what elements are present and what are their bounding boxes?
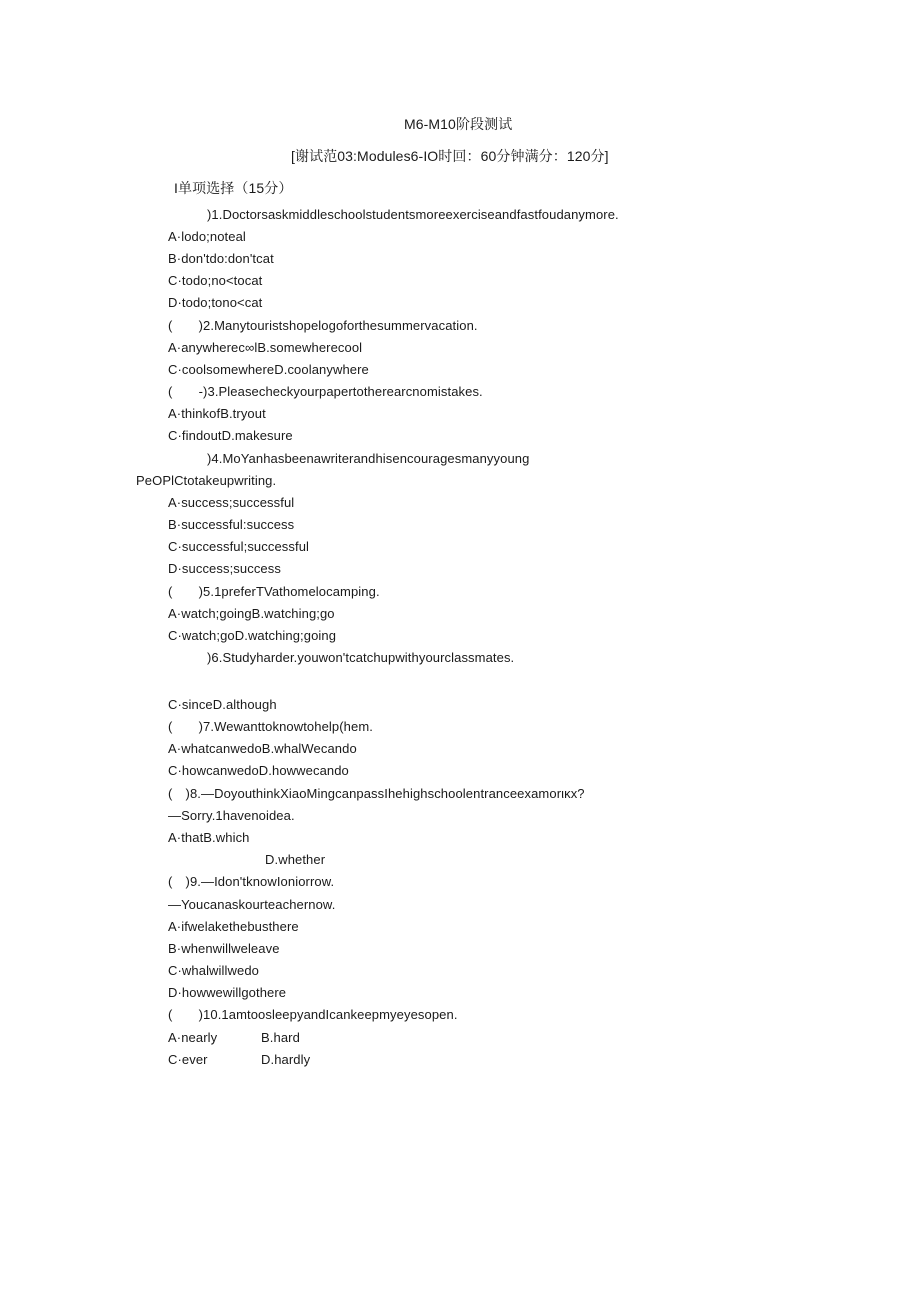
question-line: ( )5.1preferTVathomelocamping. [168, 584, 380, 599]
option-line: A·lodo;noteal [168, 229, 246, 244]
question-line: ( )2.Manytouristshopelogoforthesummervacation. [168, 318, 478, 333]
question-line: )6.Studyharder.youwon'tcatchupwithyourclassmates. [207, 650, 515, 665]
option-line: C·whalwillwedo [168, 963, 259, 978]
page-subtitle: [谢试范03:Modules6-IO时回：60分钟满分：120分] [291, 148, 609, 164]
option-line: A·thatB.which [168, 830, 250, 845]
option-line: C·findoutD.makesure [168, 428, 293, 443]
option-line: B·whenwillweleave [168, 941, 280, 956]
question-line: ( )7.Wewanttoknowtohelp(hem. [168, 719, 373, 734]
option-line: D·success;success [168, 561, 281, 576]
option-line: C·ever [168, 1052, 208, 1067]
option-line: B.hard [261, 1030, 300, 1045]
option-line: D.whether [265, 852, 326, 867]
option-line: A·watch;goingB.watching;go [168, 606, 335, 621]
question-line: )1.Doctorsaskmiddleschoolstudentsmoreexerciseandfastfoudanymore. [207, 207, 619, 222]
dialogue-line: —Youcanaskourteachernow. [168, 897, 336, 912]
option-line: B·successful:success [168, 517, 295, 532]
option-line: B·don'tdo:don'tcat [168, 251, 274, 266]
page-title: M6-M10阶段测试 [404, 116, 513, 132]
question-line: )4.MoYanhasbeenawriterandhisencouragesmanyyoung [207, 451, 530, 466]
question-line: ( )8.—DoyouthinkXiaoMingcanpassIhehighschoolentranceexamorικx? [168, 786, 585, 801]
option-line: A·nearly [168, 1030, 218, 1045]
option-line: D.hardly [261, 1052, 311, 1067]
section-heading: I单项选择（15分） [174, 180, 293, 196]
option-line: C·successful;successful [168, 539, 310, 554]
option-line: A·ifwelakethebusthere [168, 919, 299, 934]
option-line: C·coolsomewhereD.coolanywhere [168, 362, 369, 377]
question-line: ( -)3.Pleasecheckyourpapertotherearcnomistakes. [168, 384, 483, 399]
option-line: A·success;successful [168, 495, 295, 510]
option-line: A·anywherec∞lB.somewherecool [168, 340, 363, 355]
question-line: ( )9.—Idon'tknowIoniorrow. [168, 874, 335, 889]
option-line: D·howwewillgothere [168, 985, 287, 1000]
option-line: C·sinceD.although [168, 697, 277, 712]
option-line: A·whatcanwedoB.whalWecando [168, 741, 357, 756]
option-line: D·todo;tono<cat [168, 295, 263, 310]
dialogue-line: —Sorry.1havenoidea. [168, 808, 295, 823]
question-line: ( )10.1amtoosleepyandIcankeepmyeyesopen. [168, 1007, 458, 1022]
option-line: C·watch;goD.watching;going [168, 628, 337, 643]
question-line-continued: PeOPlCtotakeupwriting. [136, 473, 277, 488]
option-line: A·thinkofB.tryout [168, 406, 266, 421]
option-line: C·howcanwedoD.howwecando [168, 763, 349, 778]
option-line: C·todo;no<tocat [168, 273, 263, 288]
